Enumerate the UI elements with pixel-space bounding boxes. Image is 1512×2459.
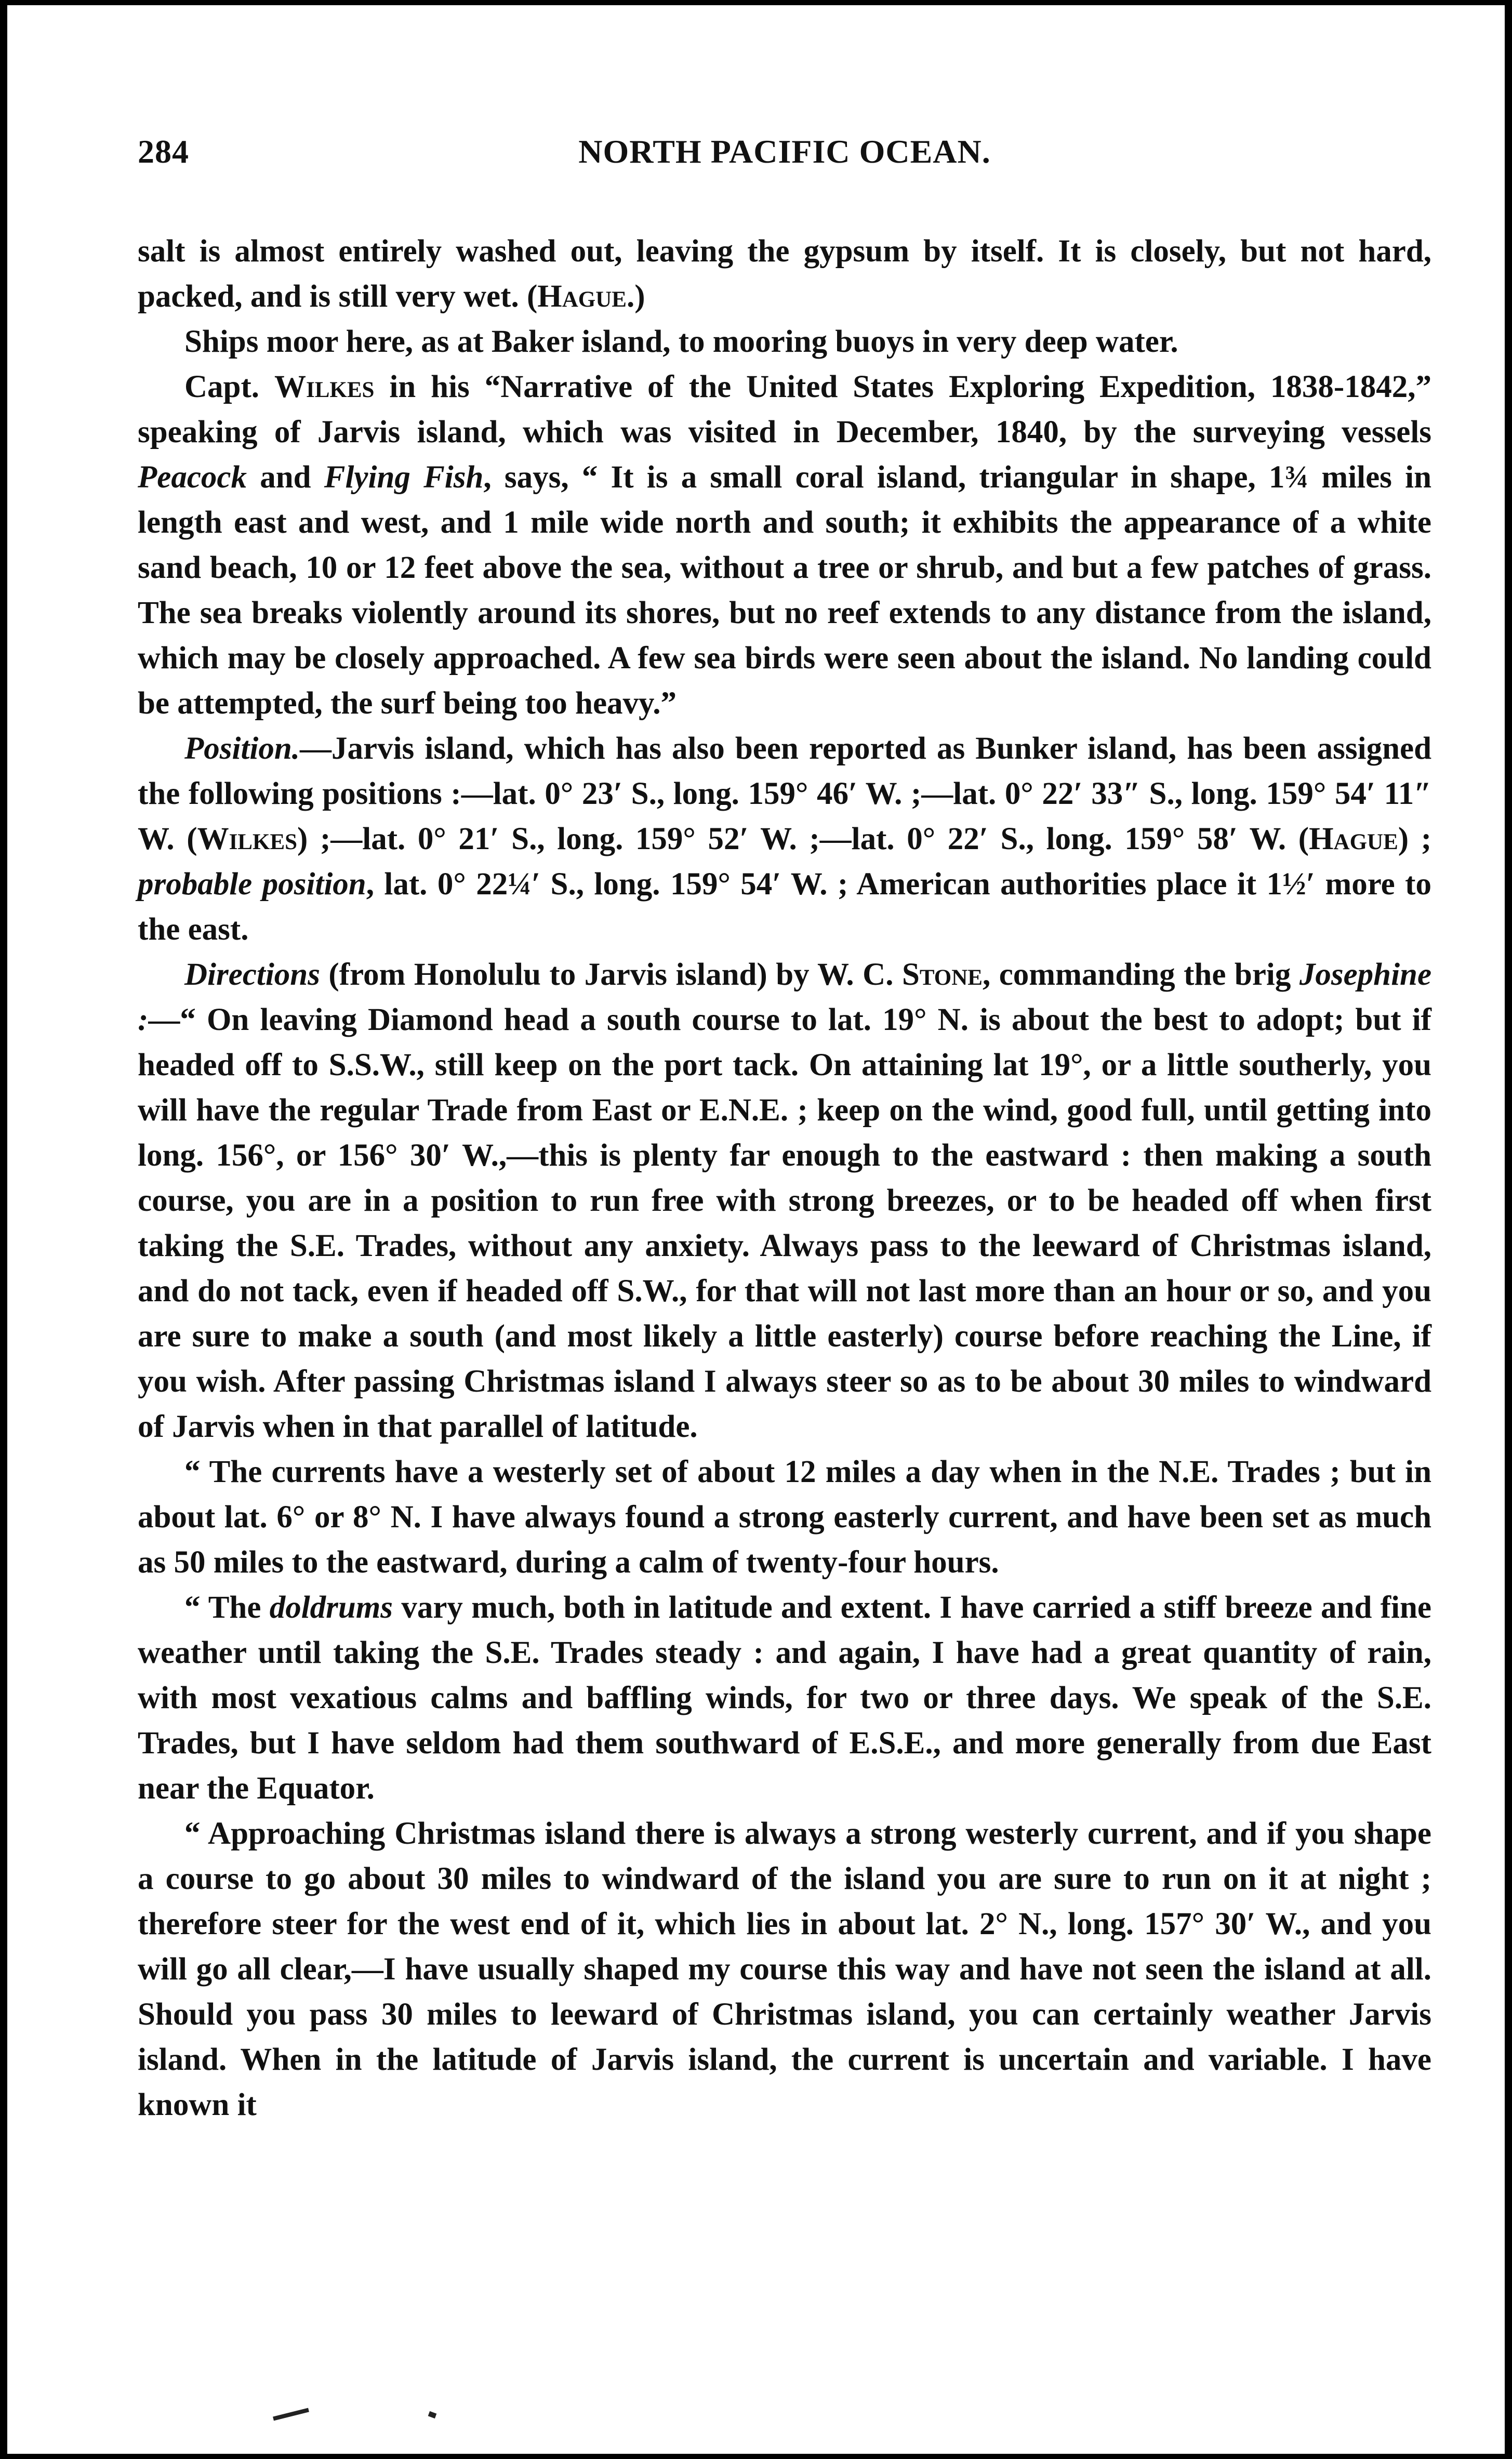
ink-mark: [428, 2411, 437, 2418]
text-run: and: [247, 460, 324, 495]
paragraph: [138, 319, 1431, 364]
text-run: ) ;: [1398, 822, 1432, 856]
italic-text: probable position: [138, 867, 366, 902]
paragraph: [138, 1449, 1431, 1585]
text-run: —Jarvis island, which has also been reported as Bunker island, has been assigned the following positions :—lat. 0° 23′ S., long. 159° 46′ W. ;—lat. 0° 22′ 33″ S., long. 159° 54′ 11″ W. (: [138, 731, 1431, 856]
small-caps-name: Wilkes: [197, 822, 298, 856]
text-run: ): [634, 279, 645, 314]
text-run: Capt.: [184, 369, 274, 404]
italic-text: Position.: [184, 731, 300, 766]
italic-text: Directions: [184, 957, 320, 992]
text-run: in his “Narrative of the United States Exploring Expedition, 1838-1842,” speaking of Jarvis island, which was visited in December, 1840, by the surveying vessels: [138, 369, 1431, 450]
bottom-ink-marks: [0, 2401, 1512, 2432]
paragraph: [138, 952, 1431, 1449]
text-run: ) ;—lat. 0° 21′ S., long. 159° 52′ W. ;—lat. 0° 22′ S., long. 159° 58′ W. (: [297, 822, 1309, 856]
text-run: Ships moor here, as at Baker island, to mooring buoys in very deep water.: [184, 324, 1178, 359]
italic-text: Peacock: [138, 460, 247, 495]
text-run: (from Honolulu to Jarvis island) by W. C.: [320, 957, 902, 992]
paragraph: [138, 1585, 1431, 1811]
paragraph: [138, 1811, 1431, 2127]
text-run: vary much, both in latitude and extent. I have carried a stiff breeze and fine weather until taking the S.E. Trades steady : and again, I have had a great quantity of rain, with most vexatious calms and baffling winds, for two or three days. We speak of the S.E. Trades, but I have seldom had them southward of E.S.E., and more generally from due East near the Equator.: [138, 1590, 1431, 1806]
ink-mark: [273, 2408, 309, 2421]
small-caps-name: Hague.: [537, 279, 635, 314]
page-number: 284: [138, 133, 189, 170]
text-run: , lat. 0° 22¼′ S., long. 159° 54′ W. ; American authorities place it 1½′ more to the east.: [138, 867, 1431, 947]
paragraph: [138, 364, 1431, 726]
text-run: “ Approaching Christmas island there is always a strong westerly current, and if you shape a course to go about 30 miles to windward of the island you are sure to run on it at night ; therefore steer for the west end of it, which lies in about lat. 2° N., long. 157° 30′ W., and you will go all clear,—I have usually shaped my course this way and have not seen the island at all. Should you pass 30 miles to leeward of Christmas island, you can certainly weather Jarvis island. When in the latitude of Jarvis island, the current is uncertain and variable. I have known it: [138, 1816, 1431, 2122]
document-page: [138, 133, 1431, 2127]
text-run: , says, “ It is a small coral island, triangular in shape, 1¾ miles in length east and west, and 1 mile wide north and south; it exhibits the appearance of a white sand beach, 10 or 12 feet above the sea, without a tree or shrub, and but a few patches of grass. The sea breaks violently around its shores, but no reef extends to any distance from the island, which may be closely approached. A few sea birds were seen about the island. No landing could be attempted, the surf being too heavy.”: [138, 460, 1431, 721]
text-run: salt is almost entirely washed out, leaving the gypsum by itself. It is closely, but not hard, packed, and is still very wet. (: [138, 234, 1431, 314]
page-header: [138, 133, 1431, 179]
italic-text: doldrums: [269, 1590, 393, 1625]
italic-text: Flying Fish: [324, 460, 484, 495]
paragraph: [138, 726, 1431, 952]
small-caps-name: Wilkes: [274, 369, 375, 404]
paragraph: [138, 229, 1431, 319]
text-run: , commanding the brig: [982, 957, 1299, 992]
running-head: NORTH PACIFIC OCEAN.: [578, 133, 991, 170]
small-caps-name: Hague: [1309, 822, 1398, 856]
body-text: [138, 229, 1431, 2127]
text-run: “ The currents have a westerly set of about 12 miles a day when in the N.E. Trades ; but in about lat. 6° or 8° N. I have always found a strong easterly current, and have been set as much as 50 miles to the eastward, during a calm of twenty-four hours.: [138, 1455, 1431, 1580]
italic-text: Josephine :: [138, 957, 1432, 1037]
small-caps-name: Stone: [901, 957, 983, 992]
text-run: —“ On leaving Diamond head a south course to lat. 19° N. is about the best to adopt; but if headed off to S.S.W., still keep on the port tack. On attaining lat 19°, or a little southerly, you will have the regular Trade from East or E.N.E. ; keep on the wind, good full, until getting into long. 156°, or 156° 30′ W.,—this is plenty far enough to the eastward : then making a south course, you are in a position to run free with strong breezes, or to be headed off when first taking the S.E. Trades, without any anxiety. Always pass to the leeward of Christmas island, and do not tack, even if headed off S.W., for that will not last more than an hour or so, and you are sure to make a south (and most likely a little easterly) course before reaching the Line, if you wish. After passing Christmas island I always steer so as to be about 30 miles to windward of Jarvis when in that parallel of latitude.: [138, 1002, 1431, 1444]
text-run: “ The: [184, 1590, 270, 1625]
